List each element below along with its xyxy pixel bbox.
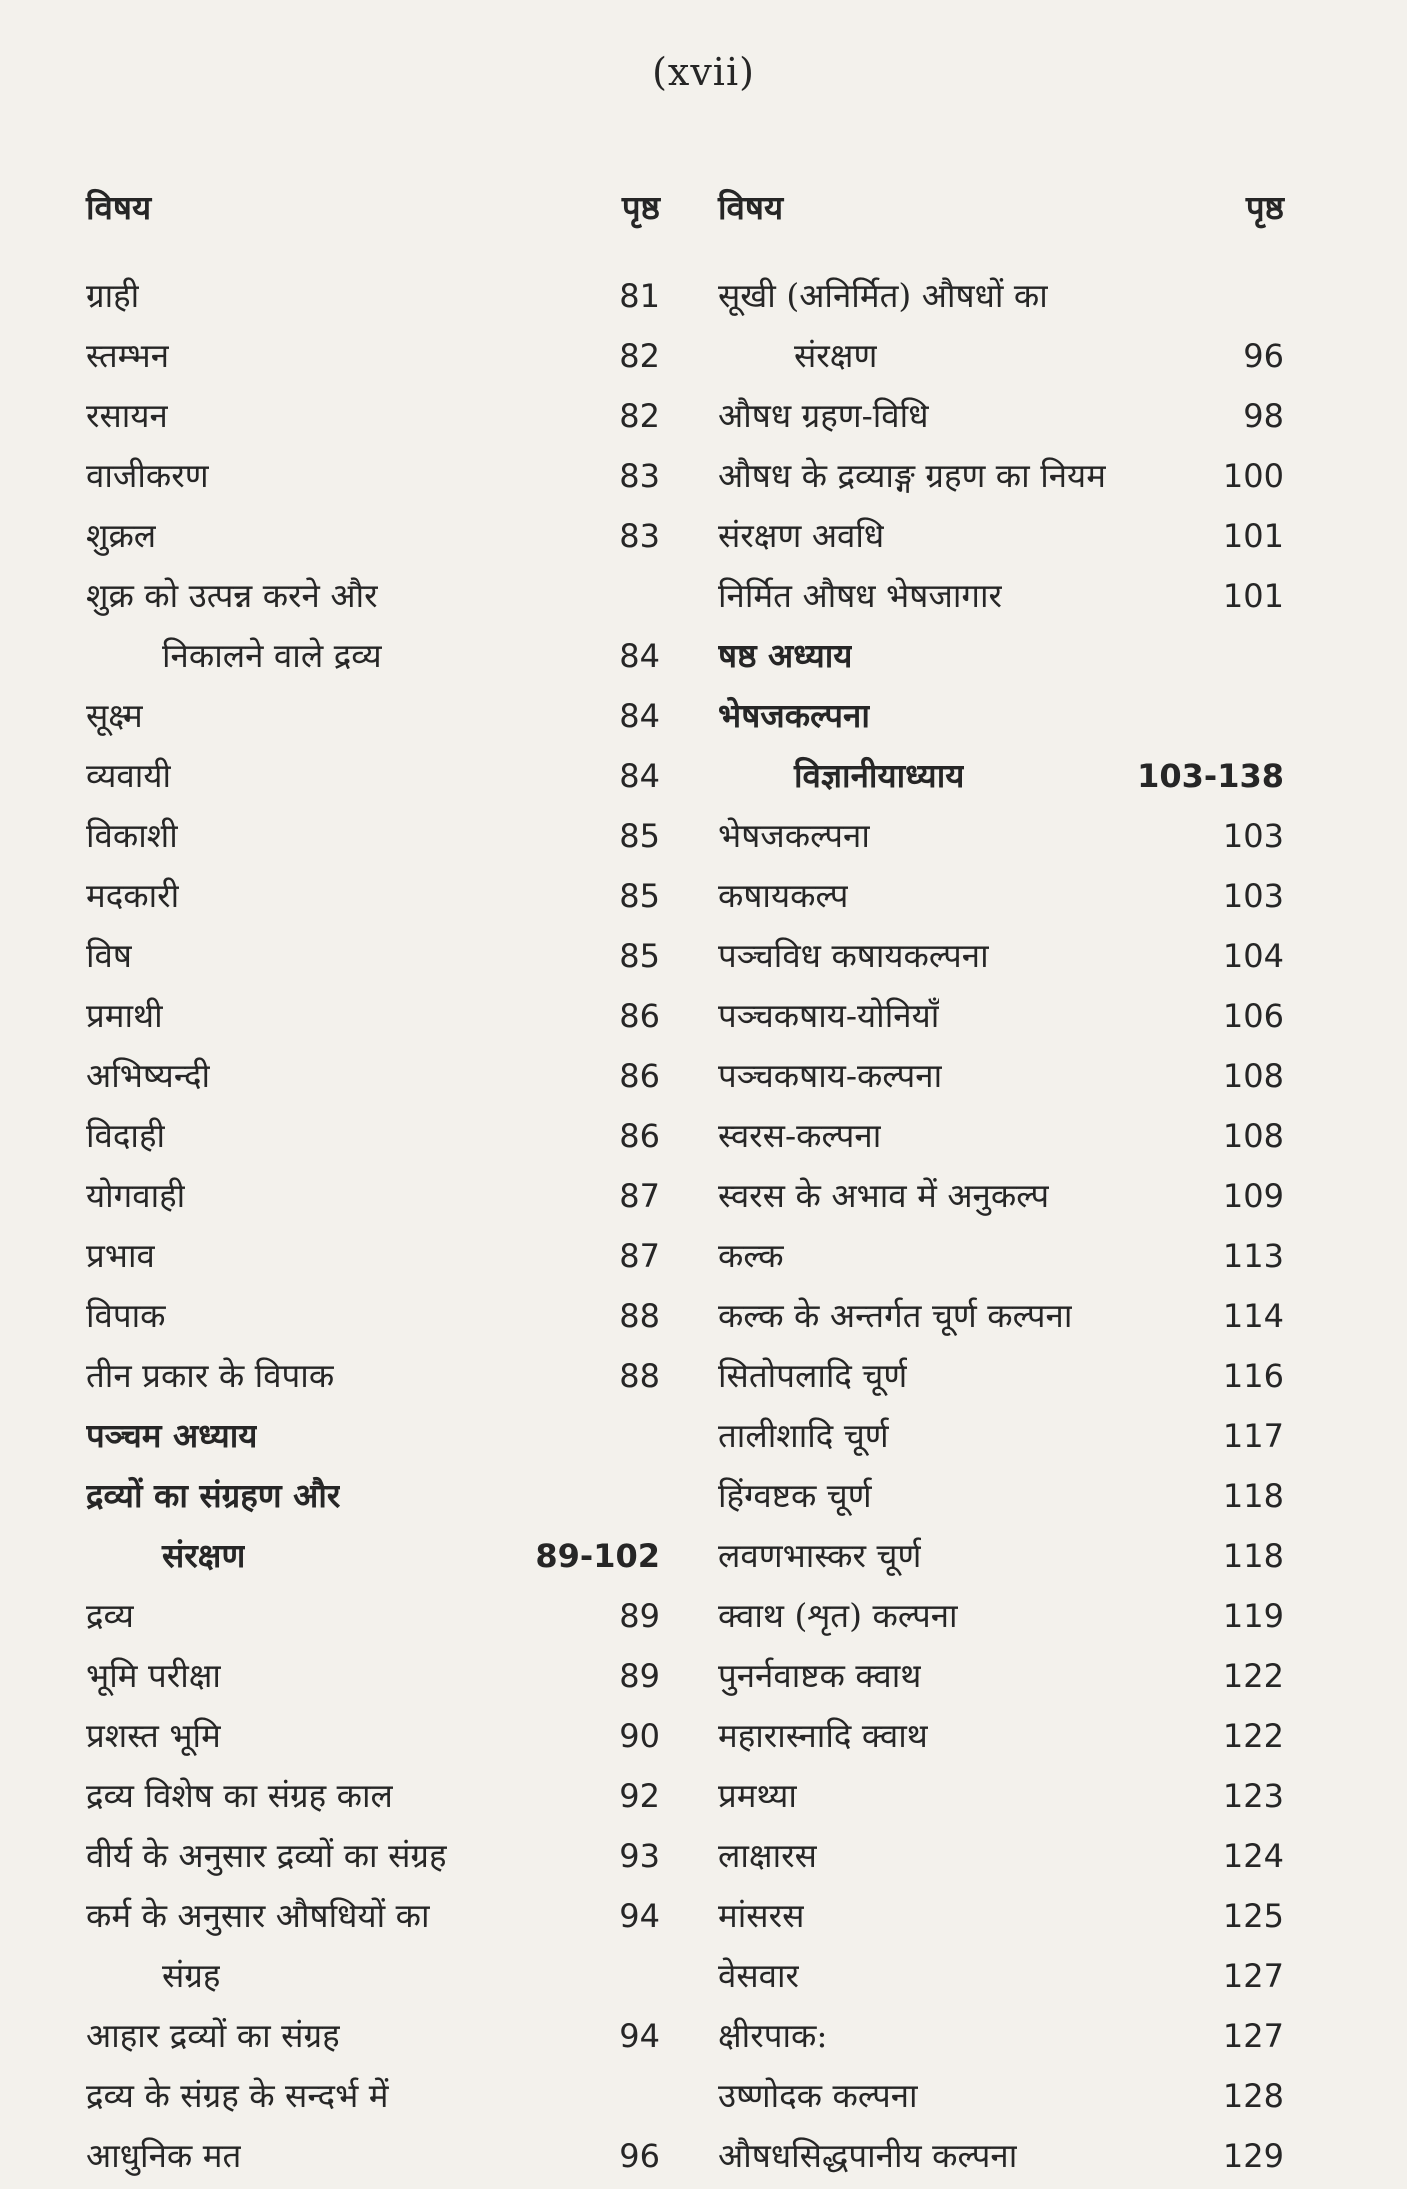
- toc-entry: [86, 1766, 660, 1826]
- toc-entry: [86, 1886, 660, 1946]
- page-ref: 104: [1222, 937, 1284, 975]
- entry-text: वेसवार: [718, 1956, 800, 1995]
- entry-text: विज्ञानीयाध्याय: [794, 756, 965, 795]
- entry-text: कल्क: [718, 1236, 784, 1275]
- entry-text: व्यवायी: [86, 756, 172, 795]
- page-ref: 109: [1222, 1177, 1284, 1215]
- page-ref: 88: [619, 1297, 660, 1335]
- entry-text: विष: [86, 936, 132, 975]
- page-ref: 96: [1243, 337, 1284, 375]
- entry-text: आधुनिक मत: [86, 2136, 242, 2175]
- page-ref: 81: [619, 277, 660, 315]
- toc-entry: [86, 2066, 660, 2126]
- entry-text: द्रव्य के संग्रह के सन्दर्भ में: [86, 2076, 389, 2115]
- page-ref: 129: [1222, 2137, 1284, 2175]
- entry-text: आहार द्रव्यों का संग्रह: [86, 2016, 340, 2055]
- entry-text: स्तम्भन: [86, 336, 170, 375]
- toc-entry: [86, 1166, 660, 1226]
- toc-entry: [86, 1706, 660, 1766]
- toc-entry: [718, 266, 1284, 326]
- page-ref: 118: [1222, 1537, 1284, 1575]
- toc-entry: [718, 1946, 1284, 2006]
- toc-entry: [718, 1706, 1284, 1766]
- entry-text: विकाशी: [86, 816, 178, 855]
- toc-entry: [718, 326, 1284, 386]
- entry-text: सितोपलादि चूर्ण: [718, 1356, 908, 1395]
- entry-text: अभिष्यन्दी: [86, 1056, 211, 1095]
- page-ref: 92: [619, 1777, 660, 1815]
- entry-text: भेषजकल्पना: [718, 696, 870, 735]
- toc-entry: [718, 1286, 1284, 1346]
- toc-entry: [718, 446, 1284, 506]
- page-ref: 122: [1222, 1657, 1284, 1695]
- page-ref: 118: [1222, 1477, 1284, 1515]
- toc-entry: [718, 926, 1284, 986]
- entry-text: उष्णोदक कल्पना: [718, 2076, 918, 2115]
- chapter-heading-row: [718, 626, 1284, 686]
- page-ref: 86: [619, 1117, 660, 1155]
- entry-text: पुनर्नवाष्टक क्वाथ: [718, 1656, 922, 1695]
- page-ref: 100: [1222, 457, 1284, 495]
- toc-column-right: [718, 180, 1284, 2186]
- entry-text: विदाही: [86, 1116, 166, 1155]
- toc-entry: [718, 2066, 1284, 2126]
- page-ref: 113: [1222, 1237, 1284, 1275]
- toc-entry: [718, 1226, 1284, 1286]
- toc-entry: [86, 1946, 660, 2006]
- page-ref: 89-102: [535, 1537, 660, 1575]
- page-heading: पृष्ठ: [1245, 188, 1284, 227]
- toc-entry: [718, 1466, 1284, 1526]
- toc-entry: [86, 2006, 660, 2066]
- toc-entry: [86, 506, 660, 566]
- toc-entry: [86, 986, 660, 1046]
- page-ref: 84: [619, 757, 660, 795]
- entry-text: कल्क के अन्तर्गत चूर्ण कल्पना: [718, 1296, 1073, 1335]
- page-ref: 90: [619, 1717, 660, 1755]
- page-ref: 103: [1222, 877, 1284, 915]
- entry-text: लाक्षारस: [718, 1836, 817, 1875]
- page-ref: 84: [619, 637, 660, 675]
- toc-entry: [718, 1106, 1284, 1166]
- page-ref: 114: [1222, 1297, 1284, 1335]
- entry-text: औषधसिद्धपानीय कल्पना: [718, 2136, 1018, 2175]
- entry-text: तालीशादि चूर्ण: [718, 1416, 889, 1455]
- page-ref: 93: [619, 1837, 660, 1875]
- page-ref: 83: [619, 517, 660, 555]
- entry-text: लवणभास्कर चूर्ण: [718, 1536, 922, 1575]
- entry-text: संरक्षण अवधि: [718, 516, 885, 555]
- page-ref: 82: [619, 397, 660, 435]
- page-ref: 83: [619, 457, 660, 495]
- toc-entry: [718, 866, 1284, 926]
- entry-text: पञ्चविध कषायकल्पना: [718, 936, 989, 975]
- entry-text: संरक्षण: [794, 336, 878, 375]
- entry-text: औषध ग्रहण-विधि: [718, 396, 929, 435]
- entry-text: वाजीकरण: [86, 456, 209, 495]
- toc-entry: [86, 806, 660, 866]
- entry-text: द्रव्य: [86, 1596, 134, 1635]
- page-ref: 85: [619, 877, 660, 915]
- chapter-heading-row: [86, 1526, 660, 1586]
- toc-entry: [718, 566, 1284, 626]
- toc-entry: [86, 446, 660, 506]
- toc-entry: [718, 1826, 1284, 1886]
- chapter-heading-row: [86, 1466, 660, 1526]
- page-ref: 108: [1222, 1057, 1284, 1095]
- entry-text: सूखी (अनिर्मित) औषधों का: [718, 276, 1048, 315]
- page-ref: 85: [619, 937, 660, 975]
- toc-entry: [86, 1646, 660, 1706]
- chapter-heading-row: [718, 746, 1284, 806]
- toc-entry: [86, 2126, 660, 2186]
- chapter-heading-row: [86, 1406, 660, 1466]
- entry-text: संरक्षण: [162, 1536, 246, 1575]
- page-ref: 88: [619, 1357, 660, 1395]
- entry-text: पञ्चम अध्याय: [86, 1416, 258, 1455]
- page-ref: 82: [619, 337, 660, 375]
- page-ref: 101: [1222, 577, 1284, 615]
- toc-entry: [86, 1826, 660, 1886]
- entry-text: मांसरस: [718, 1896, 805, 1935]
- entry-text: कर्म के अनुसार औषधियों का: [86, 1896, 430, 1935]
- toc-entry: [718, 1646, 1284, 1706]
- toc-entry: [718, 806, 1284, 866]
- toc-entry: [718, 1046, 1284, 1106]
- page-ref: 122: [1222, 1717, 1284, 1755]
- toc-entry: [718, 1526, 1284, 1586]
- toc-entry: [86, 926, 660, 986]
- page-ref: 116: [1222, 1357, 1284, 1395]
- page-ref: 127: [1222, 1957, 1284, 1995]
- entry-text: मदकारी: [86, 876, 180, 915]
- toc-entry: [86, 686, 660, 746]
- page-ref: 85: [619, 817, 660, 855]
- page-ref: 86: [619, 1057, 660, 1095]
- page-ref: 127: [1222, 2017, 1284, 2055]
- page-ref: 119: [1222, 1597, 1284, 1635]
- entry-text: क्वाथ (शृत) कल्पना: [718, 1596, 958, 1635]
- page-ref: 124: [1222, 1837, 1284, 1875]
- toc-entry: [86, 386, 660, 446]
- toc-entry: [718, 986, 1284, 1046]
- entry-text: हिंग्वष्टक चूर्ण: [718, 1476, 872, 1515]
- toc-entry: [718, 1766, 1284, 1826]
- entry-text: रसायन: [86, 396, 168, 435]
- toc-entry: [86, 746, 660, 806]
- toc-entry: [86, 866, 660, 926]
- toc-entry: [86, 266, 660, 326]
- page-ref: 101: [1222, 517, 1284, 555]
- entry-text: औषध के द्रव्याङ्ग ग्रहण का नियम: [718, 456, 1106, 495]
- page-ref: 128: [1222, 2077, 1284, 2115]
- page-ref: 89: [619, 1657, 660, 1695]
- entry-text: द्रव्यों का संग्रहण और: [86, 1476, 341, 1515]
- toc-entry: [86, 1046, 660, 1106]
- entry-text: भेषजकल्पना: [718, 816, 870, 855]
- toc-entry: [718, 2006, 1284, 2066]
- toc-entry: [86, 626, 660, 686]
- toc-entry: [718, 1886, 1284, 1946]
- toc-entry: [718, 506, 1284, 566]
- entry-text: ग्राही: [86, 276, 140, 315]
- page-ref: 123: [1222, 1777, 1284, 1815]
- chapter-heading-row: [718, 686, 1284, 746]
- page-ref: 117: [1222, 1417, 1284, 1455]
- page-ref: 96: [619, 2137, 660, 2175]
- page-ref: 108: [1222, 1117, 1284, 1155]
- page-number: (xvii): [652, 50, 755, 94]
- toc-entry: [86, 1226, 660, 1286]
- page-ref: 84: [619, 697, 660, 735]
- entry-text: विपाक: [86, 1296, 166, 1335]
- page-ref: 98: [1243, 397, 1284, 435]
- entry-text: निर्मित औषध भेषजागार: [718, 576, 1002, 615]
- page-ref: 125: [1222, 1897, 1284, 1935]
- entry-text: शुक्र को उत्पन्न करने और: [86, 576, 378, 615]
- toc-entry: [86, 1286, 660, 1346]
- entry-text: पञ्चकषाय-कल्पना: [718, 1056, 943, 1095]
- entry-text: स्वरस के अभाव में अनुकल्प: [718, 1176, 1050, 1215]
- entry-text: प्रमथ्या: [718, 1776, 797, 1815]
- entry-text: कषायकल्प: [718, 876, 849, 915]
- entry-text: सूक्ष्म: [86, 696, 143, 735]
- column-header: [718, 180, 1284, 266]
- toc-entry: [86, 1586, 660, 1646]
- entry-text: षष्ठ अध्याय: [718, 636, 853, 675]
- toc-entry: [718, 1346, 1284, 1406]
- toc-entry: [86, 326, 660, 386]
- entry-text: प्रभाव: [86, 1236, 155, 1275]
- entry-text: द्रव्य विशेष का संग्रह काल: [86, 1776, 393, 1815]
- toc-entry: [86, 1106, 660, 1166]
- toc-column-left: [86, 180, 660, 2186]
- entry-text: प्रमाथी: [86, 996, 163, 1035]
- entry-text: निकालने वाले द्रव्य: [162, 636, 382, 675]
- subject-heading: विषय: [718, 188, 784, 227]
- toc-entry: [718, 1406, 1284, 1466]
- entry-text: स्वरस-कल्पना: [718, 1116, 882, 1155]
- entry-text: संग्रह: [162, 1956, 221, 1995]
- toc-entry: [718, 2126, 1284, 2186]
- entry-text: महारास्नादि क्वाथ: [718, 1716, 928, 1755]
- toc-entry: [718, 1586, 1284, 1646]
- page-ref: 89: [619, 1597, 660, 1635]
- entry-text: वीर्य के अनुसार द्रव्यों का संग्रह: [86, 1836, 447, 1875]
- page-ref: 106: [1222, 997, 1284, 1035]
- entry-text: प्रशस्त भूमि: [86, 1716, 221, 1755]
- entry-text: क्षीरपाक:: [718, 2016, 828, 2055]
- subject-heading: विषय: [86, 188, 152, 227]
- page-ref: 87: [619, 1237, 660, 1275]
- page-ref: 87: [619, 1177, 660, 1215]
- page-ref: 86: [619, 997, 660, 1035]
- toc-entry: [86, 1346, 660, 1406]
- entry-text: योगवाही: [86, 1176, 186, 1215]
- entry-text: भूमि परीक्षा: [86, 1656, 221, 1695]
- toc-entry: [718, 386, 1284, 446]
- toc-entry: [718, 1166, 1284, 1226]
- column-header: [86, 180, 660, 266]
- entry-text: पञ्चकषाय-योनियाँ: [718, 996, 940, 1035]
- entry-text: शुक्रल: [86, 516, 157, 555]
- page-ref: 103-138: [1137, 757, 1284, 795]
- page-ref: 103: [1222, 817, 1284, 855]
- toc-entry: [86, 566, 660, 626]
- page-ref: 94: [619, 1897, 660, 1935]
- page-ref: 94: [619, 2017, 660, 2055]
- entry-text: तीन प्रकार के विपाक: [86, 1356, 335, 1395]
- page-heading: पृष्ठ: [621, 188, 660, 227]
